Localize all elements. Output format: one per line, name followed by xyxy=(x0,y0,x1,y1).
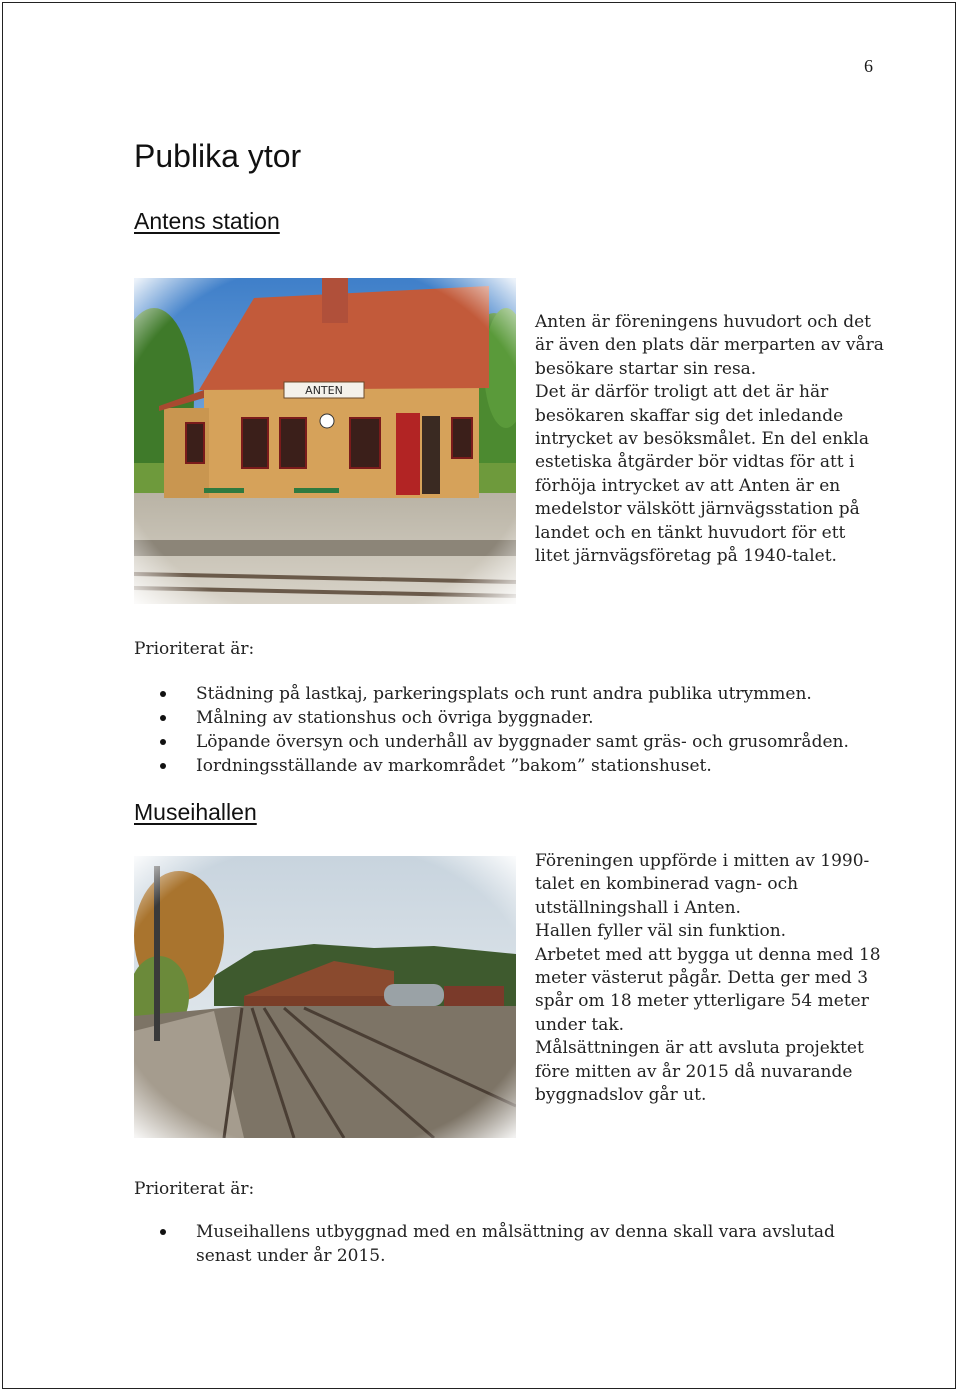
page-title: Publika ytor xyxy=(134,138,302,174)
station-photo xyxy=(134,278,516,604)
bullet-icon xyxy=(160,715,166,721)
bullet-icon xyxy=(160,1229,166,1235)
list-item: Målning av stationshus och övriga byggnader. xyxy=(160,706,849,730)
page-number: 6 xyxy=(864,56,873,76)
bullet-icon xyxy=(160,739,166,745)
priority-list-museum xyxy=(160,1220,835,1268)
section-heading-museihallen: Museihallen xyxy=(134,799,257,825)
section-heading-antens-station: Antens station xyxy=(134,208,280,234)
museum-hall-description: Föreningen uppförde i mitten av 1990- talet en kombinerad vagn- och utställningshall i Anten. Hallen fyller väl sin funktion. Arbetet med att bygga ut denna med 18 meter västerut pågår. Detta ger med 3 spår om 18 meter ytterligare 54 meter under tak. Målsättningen är att avsluta projektet före mitten av år 2015 då nuvarande byggnadslov går ut. xyxy=(535,851,881,1106)
priority-label-station: Prioriterat är: xyxy=(134,639,255,659)
list-item-continuation: senast under år 2015. xyxy=(196,1246,386,1266)
list-item: Löpande översyn och underhåll av byggnader samt gräs- och grusområden. xyxy=(160,730,849,754)
list-item: Städning på lastkaj, parkeringsplats och runt andra publika utrymmen. xyxy=(160,682,849,706)
list-item: Museihallens utbyggnad med en målsättning av denna skall vara avslutad xyxy=(160,1220,835,1244)
station-description: Anten är föreningens huvudort och det är även den plats där merparten av våra besökare startar sin resa. Det är därför troligt att det är här besökaren skaffar sig det inledande intrycket av besöksmålet. En del enkla estetiska åtgärder bör vidtas för att i förhöja intrycket av att Anten är en medelstor välskött järnvägsstation på landet och en tänkt huvudort för ett litet järnvägsföretag på 1940-talet. xyxy=(535,312,884,567)
priority-list-station xyxy=(160,682,849,778)
list-item: Iordningsställande av markområdet ”bakom” stationshuset. xyxy=(160,754,849,778)
priority-label-museum: Prioriterat är: xyxy=(134,1179,255,1199)
museum-hall-photo xyxy=(134,856,516,1138)
bullet-icon xyxy=(160,763,166,769)
bullet-icon xyxy=(160,691,166,697)
